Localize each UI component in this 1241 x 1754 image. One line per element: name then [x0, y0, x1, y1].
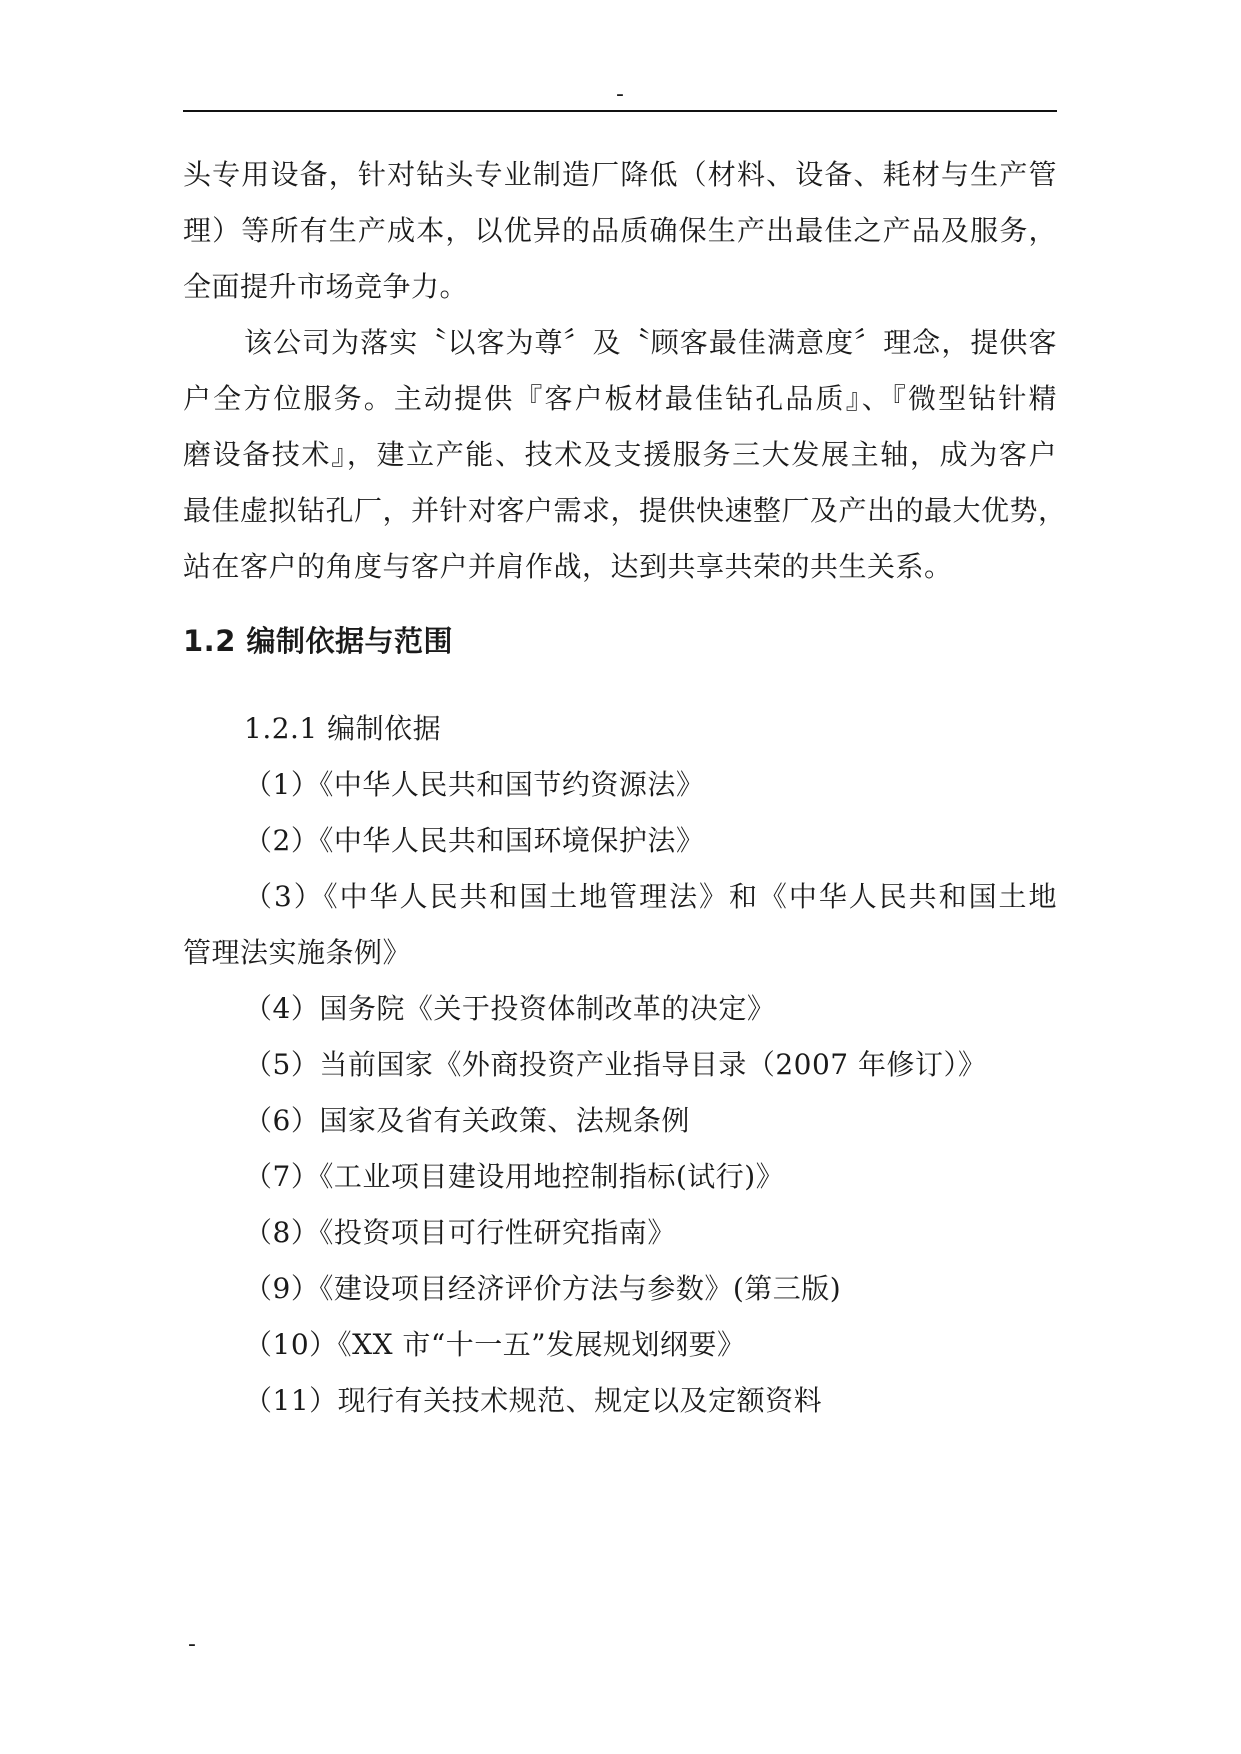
paragraph-line: 理）等所有生产成本，以优异的品质确保生产出最佳之产品及服务，: [183, 214, 1057, 247]
list-item: （6）国家及省有关政策、法规条例: [244, 1104, 690, 1137]
footer-mark: -: [188, 1632, 196, 1657]
header-mark: -: [616, 82, 624, 107]
list-item: （2）《中华人民共和国环境保护法》: [244, 824, 705, 857]
list-item: （8）《投资项目可行性研究指南》: [244, 1216, 676, 1249]
paragraph-line: 磨设备技术』，建立产能、技术及支援服务三大发展主轴，成为客户: [183, 438, 1057, 471]
list-item: （4）国务院《关于投资体制改革的决定》: [244, 992, 776, 1025]
list-item: （7）《工业项目建设用地控制指标(试行)》: [244, 1160, 785, 1193]
paragraph-line: 全面提升市场竞争力。: [183, 270, 469, 303]
paragraph-line: 该公司为落实〝以客为尊〞及〝顾客最佳满意度〞理念，提供客: [244, 326, 1057, 359]
list-item: （1）《中华人民共和国节约资源法》: [244, 768, 705, 801]
list-item: （10）《XX 市“十一五”发展规划纲要》: [244, 1328, 746, 1361]
paragraph-line: 头专用设备，针对钻头专业制造厂降低（材料、设备、耗材与生产管: [183, 158, 1057, 191]
header-rule: [183, 110, 1057, 112]
list-item: （3）《中华人民共和国土地管理法》和《中华人民共和国土地: [244, 880, 1057, 913]
paragraph-line: 户全方位服务。主动提供『客户板材最佳钻孔品质』、『微型钻针精: [183, 382, 1057, 415]
subsection-heading: 1.2.1 编制依据: [244, 712, 442, 745]
list-item-continuation: 管理法实施条例》: [183, 936, 412, 969]
list-item: （9）《建设项目经济评价方法与参数》(第三版): [244, 1272, 842, 1305]
paragraph-line: 站在客户的角度与客户并肩作战，达到共享共荣的共生关系。: [183, 550, 953, 583]
list-item: （11）现行有关技术规范、规定以及定额资料: [244, 1384, 823, 1417]
paragraph-line: 最佳虚拟钻孔厂，并针对客户需求，提供快速整厂及产出的最大优势，: [183, 494, 1067, 527]
section-heading: 1.2 编制依据与范围: [183, 624, 453, 658]
list-item: （5）当前国家《外商投资产业指导目录（2007 年修订）》: [244, 1048, 987, 1081]
